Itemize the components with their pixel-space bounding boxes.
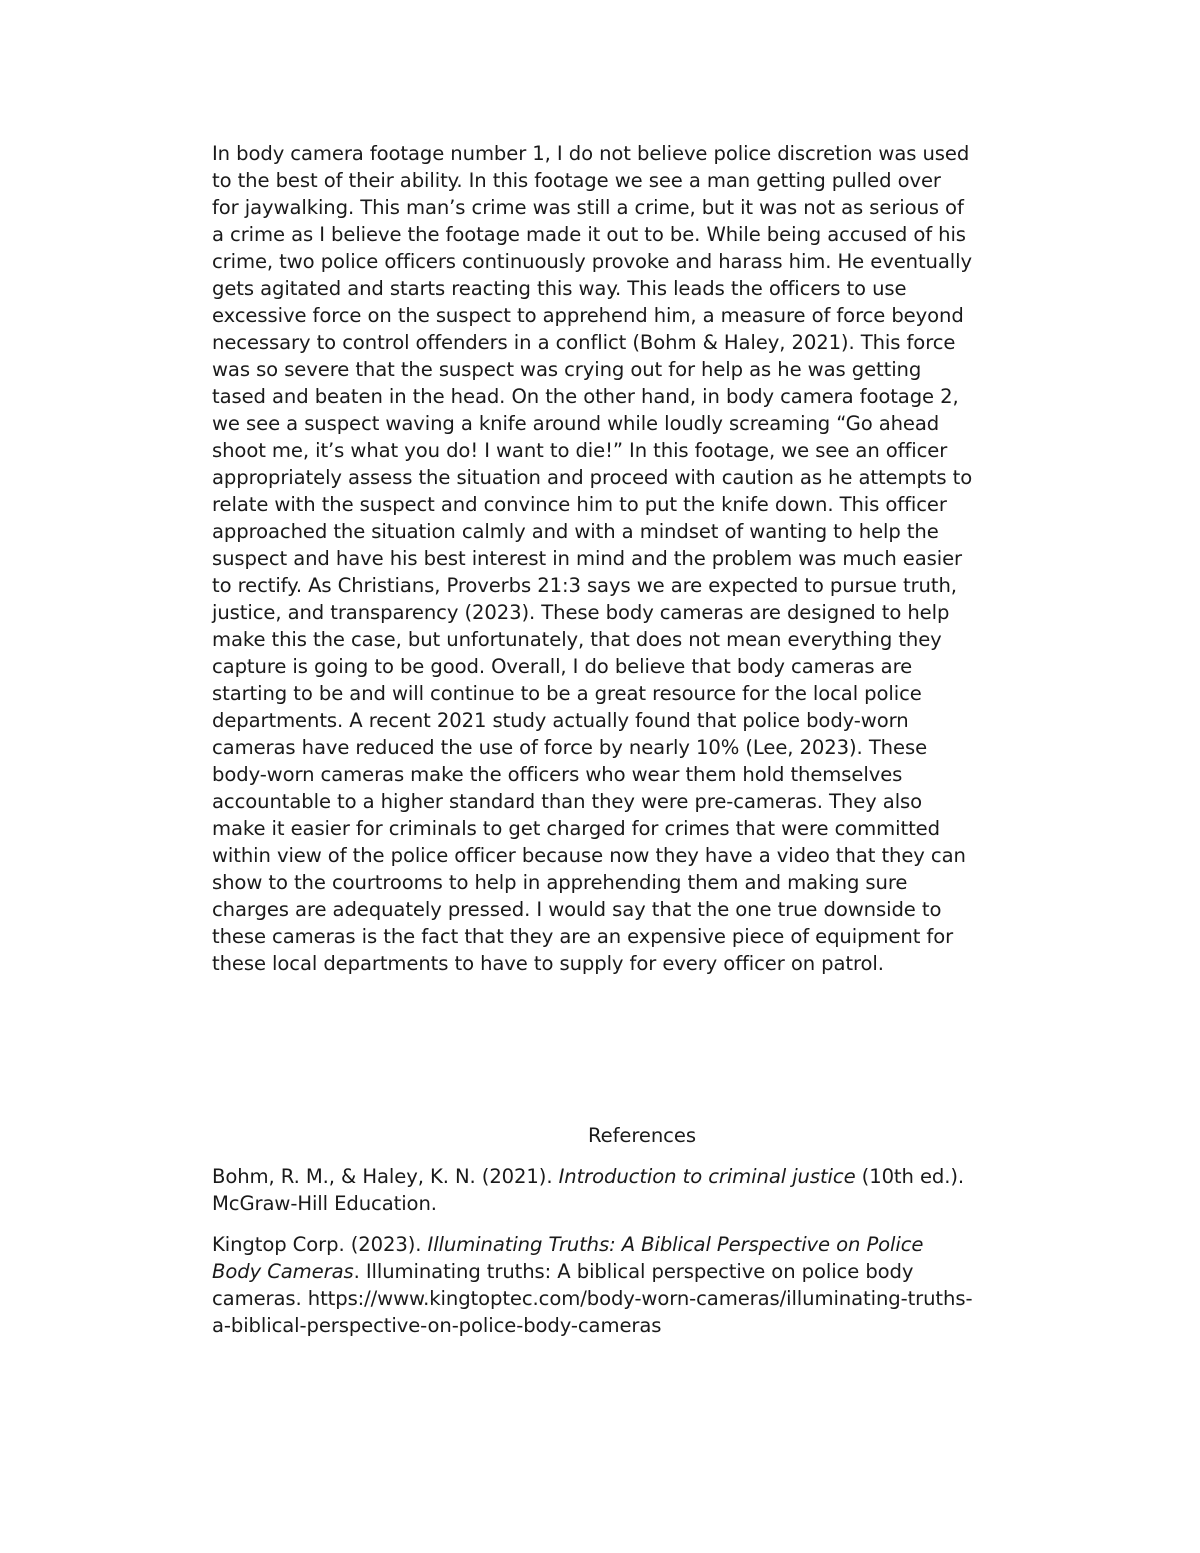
paragraph-line: capture is going to be good. Overall, I do believe that body cameras are: [212, 655, 913, 678]
paragraph-line: crime, two police officers continuously provoke and harass him. He eventually: [212, 250, 972, 273]
paragraph-line: body-worn cameras make the officers who wear them hold themselves: [212, 763, 903, 786]
paragraph-line: show to the courtrooms to help in apprehending them and making sure: [212, 871, 908, 894]
paragraph-line: within view of the police officer because now they have a video that they can: [212, 844, 966, 867]
paragraph-line: these cameras is the fact that they are an expensive piece of equipment for: [212, 925, 954, 948]
reference-title: Illuminating Truths: A Biblical Perspective on Police: [427, 1233, 924, 1256]
paragraph-line: suspect and have his best interest in mind and the problem was much easier: [212, 547, 963, 570]
paragraph-line: a crime as I believe the footage made it out to be. While being accused of his: [212, 223, 966, 246]
paragraph-line: tased and beaten in the head. On the other hand, in body camera footage 2,: [212, 385, 959, 408]
references-section: [212, 1122, 1072, 1353]
paragraph-line: to rectify. As Christians, Proverbs 21:3 says we are expected to pursue truth,: [212, 574, 957, 597]
paragraph-line: for jaywalking. This man’s crime was still a crime, but it was not as serious of: [212, 196, 964, 219]
paragraph-line: departments. A recent 2021 study actually found that police body-worn: [212, 709, 909, 732]
paragraph-line: cameras have reduced the use of force by nearly 10% (Lee, 2023). These: [212, 736, 928, 759]
paragraph-line: In body camera footage number 1, I do not believe police discretion was used: [212, 142, 970, 165]
paragraph-line: appropriately assess the situation and proceed with caution as he attempts to: [212, 466, 973, 489]
paragraph-line: gets agitated and starts reacting this way. This leads the officers to use: [212, 277, 907, 300]
reference-title-cont: Body Cameras: [212, 1260, 354, 1283]
reference-author-date: Bohm, R. M., & Haley, K. N. (2021).: [212, 1165, 559, 1188]
reference-line: [212, 1231, 1072, 1258]
paragraph-line: necessary to control offenders in a conflict (Bohm & Haley, 2021). This force: [212, 331, 956, 354]
paragraph-line: was so severe that the suspect was crying out for help as he was getting: [212, 358, 922, 381]
paragraph-line: make this the case, but unfortunately, that does not mean everything they: [212, 628, 942, 651]
reference-url-line[interactable]: a-biblical-perspective-on-police-body-cameras: [212, 1314, 662, 1337]
reference-url-line[interactable]: cameras. https://www.kingtoptec.com/body-worn-cameras/illuminating-truths-: [212, 1287, 973, 1310]
reference-title: Introduction to criminal justice: [558, 1165, 856, 1188]
body-paragraph: [212, 140, 1072, 977]
reference-description: . Illuminating truths: A biblical perspective on police body: [353, 1260, 914, 1283]
reference-line: [212, 1163, 1072, 1190]
paragraph-line: we see a suspect waving a knife around while loudly screaming “Go ahead: [212, 412, 940, 435]
paragraph-line: accountable to a higher standard than they were pre-cameras. They also: [212, 790, 923, 813]
reference-author-date: Kingtop Corp. (2023).: [212, 1233, 428, 1256]
paragraph-line: charges are adequately pressed. I would say that the one true downside to: [212, 898, 942, 921]
reference-entry-kingtop: [212, 1231, 1072, 1339]
paragraph-line: these local departments to have to supply for every officer on patrol.: [212, 952, 884, 975]
paragraph-line: excessive force on the suspect to apprehend him, a measure of force beyond: [212, 304, 964, 327]
paragraph-line: make it easier for criminals to get charged for crimes that were committed: [212, 817, 940, 840]
reference-edition: (10th ed.).: [855, 1165, 965, 1188]
paragraph-line: to the best of their ability. In this footage we see a man getting pulled over: [212, 169, 941, 192]
paragraph-line: approached the situation calmly and with a mindset of wanting to help the: [212, 520, 939, 543]
paragraph-line: relate with the suspect and convince him to put the knife down. This officer: [212, 493, 947, 516]
paragraph-line: justice, and transparency (2023). These body cameras are designed to help: [212, 601, 950, 624]
document-page: [212, 140, 1072, 977]
paragraph-line: starting to be and will continue to be a great resource for the local police: [212, 682, 922, 705]
reference-line: [212, 1258, 1072, 1285]
reference-entry-bohm: [212, 1163, 1072, 1217]
reference-line: McGraw-Hill Education.: [212, 1192, 437, 1215]
references-heading: References: [588, 1124, 696, 1147]
paragraph-line: shoot me, it’s what you do! I want to die!” In this footage, we see an officer: [212, 439, 948, 462]
